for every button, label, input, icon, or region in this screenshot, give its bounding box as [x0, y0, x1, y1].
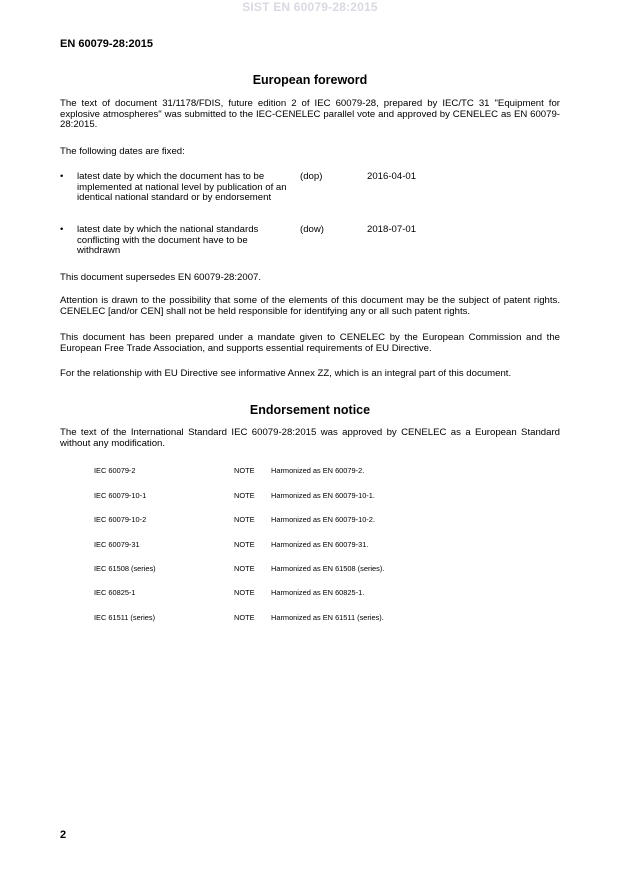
note-label: NOTE	[234, 491, 255, 500]
note-text: Harmonized as EN 60079-2.	[271, 466, 365, 475]
note-text: Harmonized as EN 60079-31.	[271, 540, 369, 549]
note-text: Harmonized as EN 60079-10-2.	[271, 515, 375, 524]
date-item-text: latest date by which the national standards conflicting with the document have to be withdrawn	[77, 224, 259, 257]
note-label: NOTE	[234, 613, 255, 622]
note-standard: IEC 61508 (series)	[94, 564, 156, 573]
date-item-text: latest date by which the document has to be implemented at national level by publication of an identical national standard or by endorsement	[77, 171, 287, 204]
note-standard: IEC 61511 (series)	[94, 613, 156, 622]
date-item-abbr: (dop)	[300, 171, 323, 182]
note-standard: IEC 60825-1	[94, 588, 136, 597]
foreword-paragraph-4: Attention is drawn to the possibility that some of the elements of this document may be the subject of patent rights. CENELEC [and/or CEN] shall not be held responsible for identifying any or all such patent rights.	[60, 295, 560, 317]
note-text: Harmonized as EN 61511 (series).	[271, 613, 384, 622]
foreword-paragraph-1: The text of document 31/1178/FDIS, future edition 2 of IEC 60079-28, prepared by IEC/TC 31 "Equipment for explosive atmospheres" was submitted to the IEC-CENELEC parallel vote and approved by CENELEC as EN 60079-28:2015.	[60, 98, 560, 131]
date-item-dow	[60, 225, 560, 259]
page-number: 2	[60, 829, 67, 841]
watermark: SIST EN 60079-28:2015	[242, 0, 378, 14]
date-item-date: 2016-04-01	[367, 171, 417, 182]
foreword-title: European foreword	[252, 73, 368, 87]
note-label: NOTE	[234, 540, 255, 549]
foreword-paragraph-5: This document has been prepared under a mandate given to CENELEC by the European Commission and the European Free Trade Association, and supports essential requirements of EU Directive.	[60, 332, 560, 354]
note-text: Harmonized as EN 60825-1.	[271, 588, 365, 597]
note-text: Harmonized as EN 60079-10-1.	[271, 491, 375, 500]
date-item-abbr: (dow)	[300, 224, 324, 235]
bullet: •	[60, 171, 64, 182]
note-standard: IEC 60079-31	[94, 540, 140, 549]
foreword-paragraph-2: The following dates are fixed:	[60, 146, 185, 157]
note-standard: IEC 60079-10-2	[94, 515, 147, 524]
date-item-date: 2018-07-01	[367, 224, 417, 235]
note-label: NOTE	[234, 564, 255, 573]
document-id: EN 60079-28:2015	[60, 38, 153, 50]
note-label: NOTE	[234, 515, 255, 524]
note-standard: IEC 60079-10-1	[94, 491, 147, 500]
foreword-paragraph-6: For the relationship with EU Directive see informative Annex ZZ, which is an integral part of this document.	[60, 368, 512, 379]
bullet: •	[60, 224, 64, 235]
endorsement-paragraph: The text of the International Standard IEC 60079-28:2015 was approved by CENELEC as a European Standard without any modification.	[60, 427, 560, 449]
note-label: NOTE	[234, 588, 255, 597]
endorsement-title: Endorsement notice	[249, 403, 371, 417]
note-label: NOTE	[234, 466, 255, 475]
note-text: Harmonized as EN 61508 (series).	[271, 564, 385, 573]
date-item-dop	[60, 172, 560, 216]
note-standard: IEC 60079-2	[94, 466, 136, 475]
foreword-paragraph-3: This document supersedes EN 60079-28:2007.	[60, 272, 262, 283]
